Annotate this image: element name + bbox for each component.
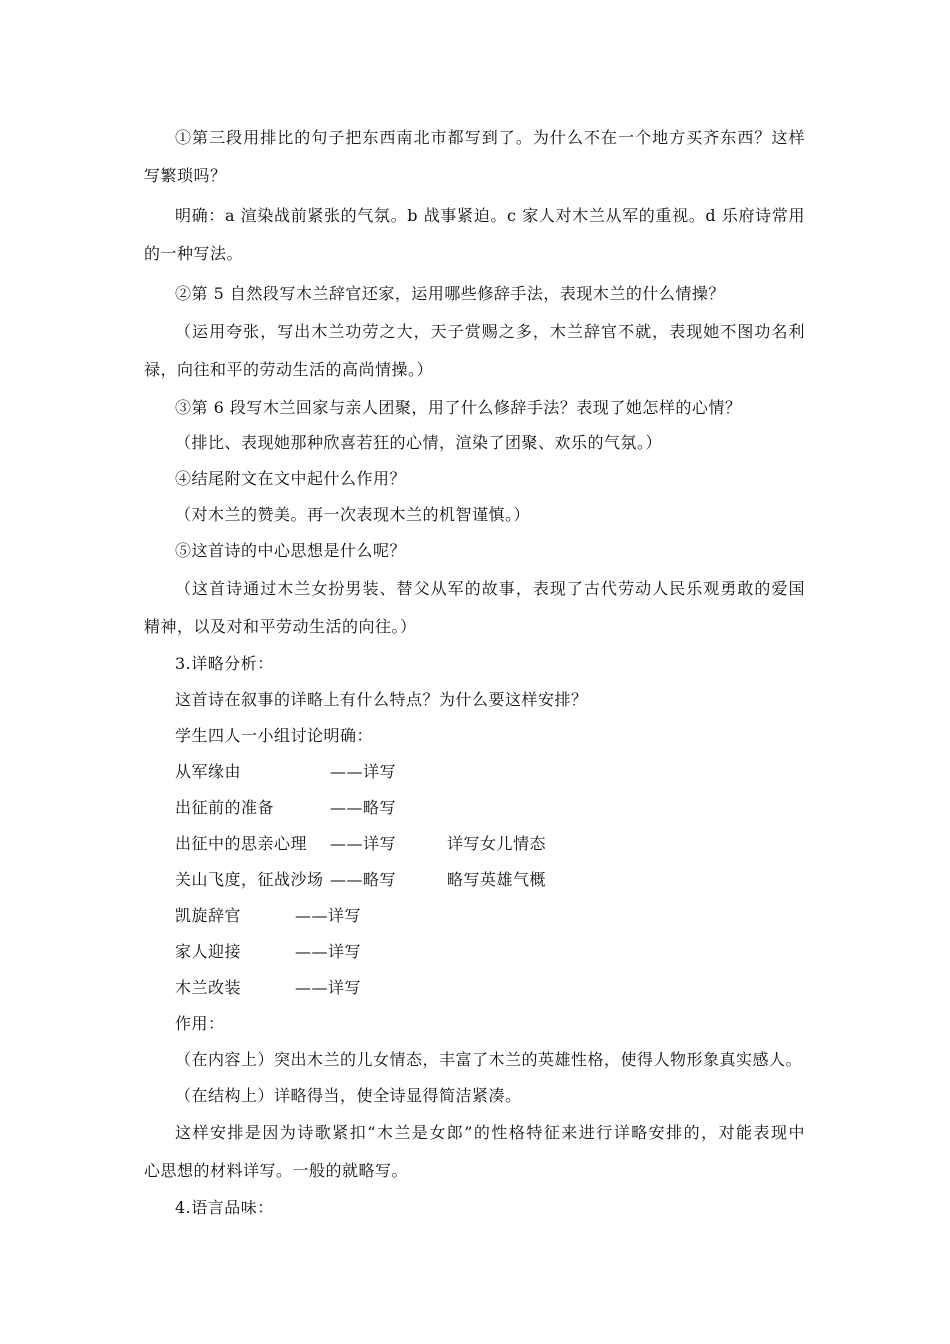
structure-mark: ——详写 <box>295 906 362 925</box>
structure-note: 详写女儿情态 <box>447 834 547 853</box>
structure-item: 家人迎接 <box>175 942 242 961</box>
paragraph-line: 明确：a 渲染战前紧张的气氛。b 战事紧迫。c 家人对木兰从军的重视。d 乐府诗常用 <box>175 206 805 225</box>
structure-item: 从军缘由 <box>175 762 242 781</box>
paragraph-line: 写繁琐吗？ <box>144 166 227 185</box>
paragraph-line: 这首诗在叙事的详略上有什么特点？为什么要这样安排？ <box>175 690 588 709</box>
structure-item: 凯旋辞官 <box>175 906 242 925</box>
paragraph-line: 作用： <box>175 1014 225 1033</box>
paragraph-line: （排比、表现她那种欣喜若狂的心情，渲染了团聚、欢乐的气氛。） <box>175 433 663 452</box>
paragraph-line: 心思想的材料详写。一般的就略写。 <box>144 1161 409 1180</box>
structure-item: 木兰改装 <box>175 978 242 997</box>
paragraph-line: （在内容上）突出木兰的儿女情态，丰富了木兰的英雄性格，使得人物形象真实感人。 <box>175 1050 803 1069</box>
paragraph-line: （运用夸张，写出木兰功劳之大，天子赏赐之多，木兰辞官不就，表现她不图功名利 <box>175 322 805 341</box>
paragraph-line: ⑤这首诗的中心思想是什么呢？ <box>175 541 407 560</box>
paragraph-line: 精神，以及对和平劳动生活的向往。） <box>144 617 417 636</box>
structure-item: 出征中的思亲心理 <box>175 834 308 853</box>
paragraph-line: （对木兰的赞美。再一次表现木兰的机智谨慎。） <box>175 505 531 524</box>
structure-mark: ——略写 <box>330 870 397 889</box>
structure-mark: ——详写 <box>330 762 397 781</box>
paragraph-line: ④结尾附文在文中起什么作用？ <box>175 469 407 488</box>
structure-mark: ——详写 <box>330 834 397 853</box>
paragraph-line: 禄，向往和平的劳动生活的高尚情操。） <box>144 360 434 379</box>
structure-mark: ——详写 <box>295 978 362 997</box>
paragraph-line: （这首诗通过木兰女扮男装、替父从军的故事，表现了古代劳动人民乐观勇敢的爱国 <box>175 579 805 598</box>
paragraph-line: ①第三段用排比的句子把东西南北市都写到了。为什么不在一个地方买齐东西？这样 <box>175 128 805 147</box>
structure-note: 略写英雄气概 <box>447 870 547 889</box>
section-heading: 3.详略分析： <box>175 654 274 673</box>
structure-item: 出征前的准备 <box>175 798 275 817</box>
structure-item: 关山飞度，征战沙场 <box>175 870 324 889</box>
paragraph-line: ③第 6 段写木兰回家与亲人团聚，用了什么修辞手法？表现了她怎样的心情？ <box>175 398 742 417</box>
paragraph-line: 学生四人一小组讨论明确： <box>175 726 374 745</box>
paragraph-line: 这样安排是因为诗歌紧扣“木兰是女郎”的性格特征来进行详略安排的，对能表现中 <box>175 1123 805 1142</box>
structure-mark: ——略写 <box>330 798 397 817</box>
paragraph-line: ②第 5 自然段写木兰辞官还家，运用哪些修辞手法，表现木兰的什么情操？ <box>175 284 725 303</box>
structure-mark: ——详写 <box>295 942 362 961</box>
paragraph-line: （在结构上）详略得当，使全诗显得简洁紧凑。 <box>175 1086 522 1105</box>
section-heading: 4.语言品味： <box>175 1198 274 1217</box>
paragraph-line: 的一种写法。 <box>144 244 244 263</box>
